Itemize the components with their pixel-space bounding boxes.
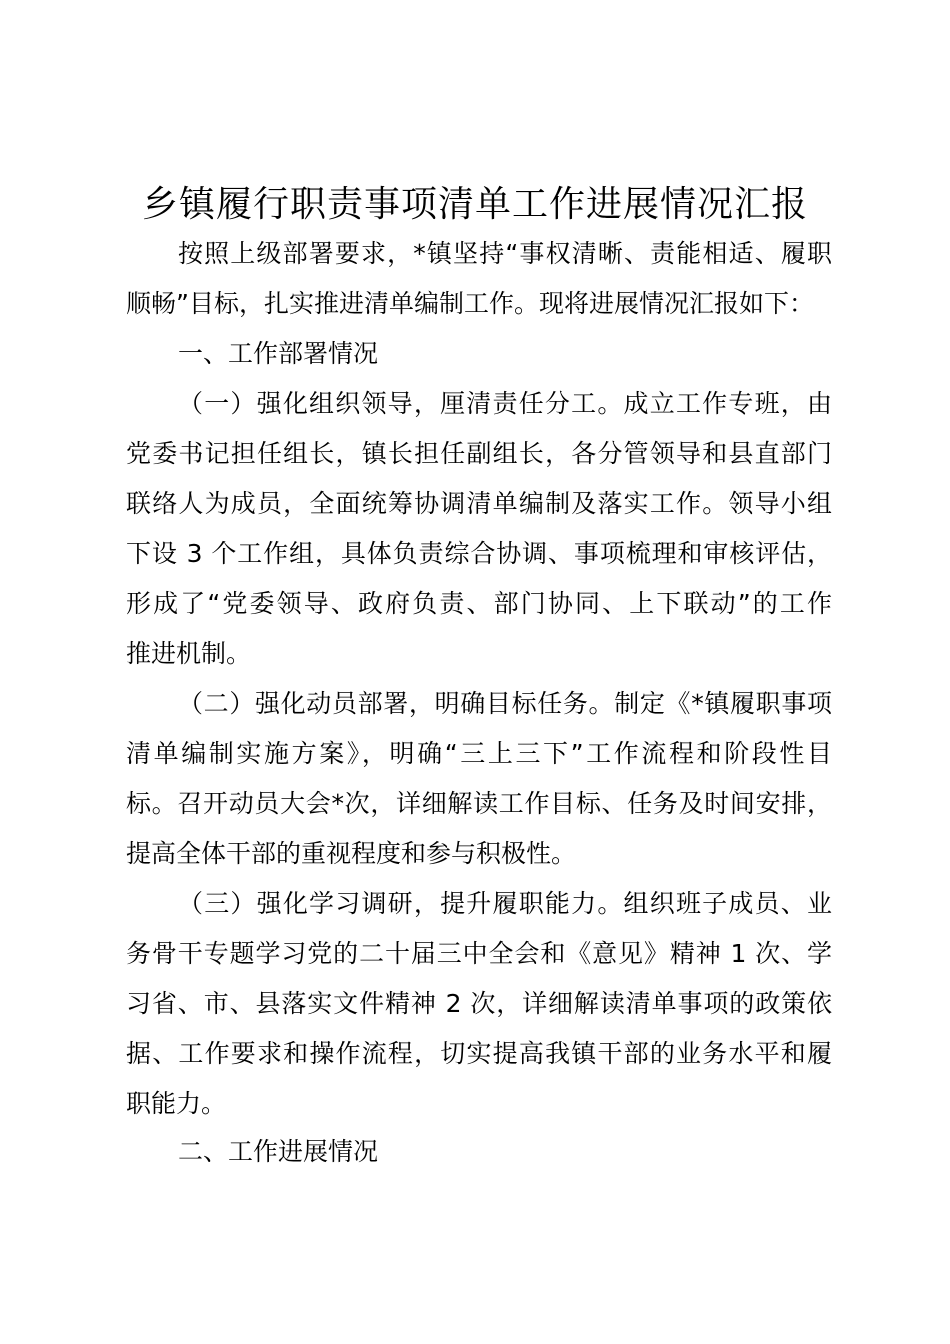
paragraph-1-line: 下设 3 个工作组，具体负责综合协调、事项梳理和审核评估， [126,539,832,568]
section-heading-1: 一、工作部署情况 [178,339,379,368]
section-heading-2: 二、工作进展情况 [178,1137,379,1166]
paragraph-3-line: （三）强化学习调研，提升履职能力。组织班子成员、业 [178,889,832,918]
paragraph-1-line: 推进机制。 [126,639,252,668]
paragraph-1-line: 党委书记担任组长，镇长担任副组长，各分管领导和县直部门 [126,439,832,468]
paragraph-2-line: 提高全体干部的重视程度和参与积极性。 [126,839,577,868]
paragraph-3-line: 据、工作要求和操作流程，切实提高我镇干部的业务水平和履 [126,1039,832,1068]
document-title: 乡镇履行职责事项清单工作进展情况汇报 [141,184,808,225]
intro-line: 按照上级部署要求，*镇坚持“事权清晰、责能相适、履职 [178,239,832,268]
paragraph-2-line: 标。召开动员大会*次，详细解读工作目标、任务及时间安排， [126,789,832,818]
paragraph-2-line: 清单编制实施方案》，明确“三上三下”工作流程和阶段性目 [126,739,832,768]
paragraph-2-line: （二）强化动员部署，明确目标任务。制定《*镇履职事项 [178,689,832,718]
intro-line: 顺畅”目标，扎实推进清单编制工作。现将进展情况汇报如下： [126,289,814,318]
paragraph-3-line: 职能力。 [126,1089,227,1118]
paragraph-3-line: 务骨干专题学习党的二十届三中全会和《意见》精神 1 次、学 [126,939,832,968]
paragraph-1-line: 形成了“党委领导、政府负责、部门协同、上下联动”的工作 [126,589,832,618]
paragraph-1-line: 联络人为成员，全面统筹协调清单编制及落实工作。领导小组 [126,489,832,518]
paragraph-1-line: （一）强化组织领导，厘清责任分工。成立工作专班，由 [178,389,832,418]
paragraph-3-line: 习省、市、县落实文件精神 2 次，详细解读清单事项的政策依 [126,989,832,1018]
